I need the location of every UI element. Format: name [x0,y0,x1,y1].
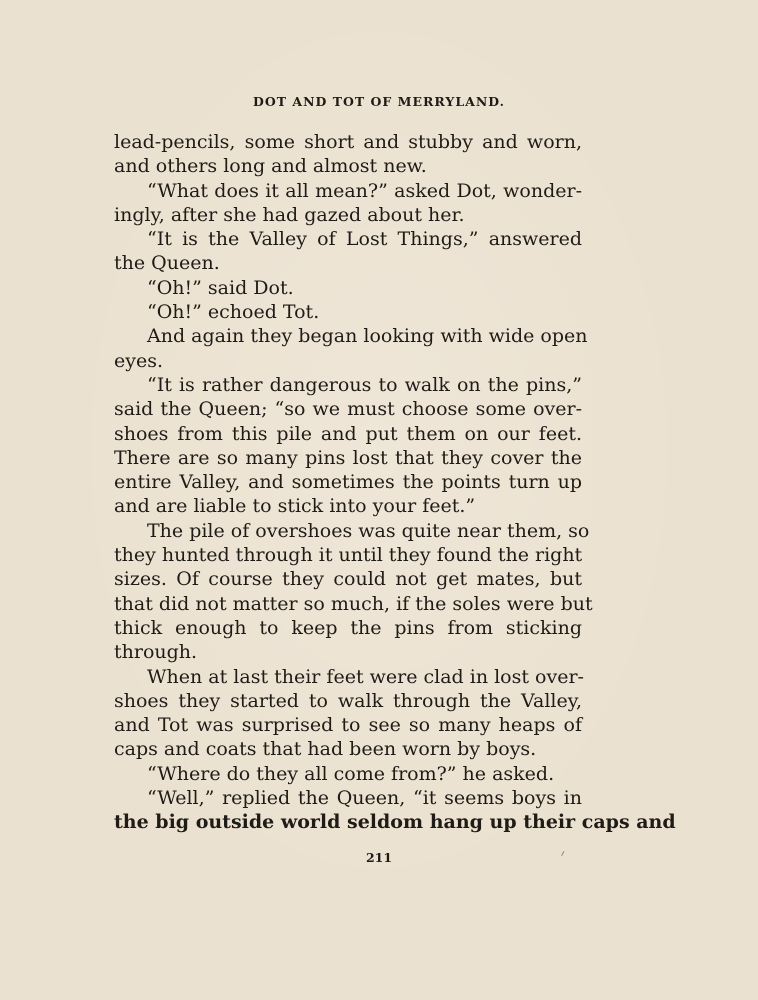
text-line: When at last their feet were clad in lost over- [147,665,584,688]
body-text [114,130,676,835]
text-line: “It is the Valley of Lost Things,” answered [147,228,582,251]
text-line: they hunted through it until they found the right [114,544,583,567]
text-line: and Tot was surprised to see so many heaps of [114,714,582,737]
text-line: and are liable to stick into your feet.” [114,495,476,518]
text-line: shoes from this pile and put them on our feet. [114,422,582,445]
text-line: ingly, after she had gazed about her. [114,203,465,226]
page-number: 211 [365,850,393,865]
text-line: “Oh!” said Dot. [147,276,294,299]
text-line: shoes they started to walk through the Valley, [114,689,582,712]
text-line: “What does it all mean?” asked Dot, wonder- [147,179,582,202]
text-line: There are so many pins lost that they cover the [114,446,582,469]
text-line: The pile of overshoes was quite near them, so [147,519,590,542]
text-line: thick enough to keep the pins from sticking [114,616,582,639]
text-line: “Where do they all come from?” he asked. [147,762,555,785]
text-line: sizes. Of course they could not get mates, but [114,568,582,591]
text-line: through. [114,641,198,664]
text-line: and others long and almost new. [114,155,427,178]
text-line: that did not matter so much, if the soles were but [114,592,593,615]
text-line: eyes. [114,349,164,372]
text-line: “Oh!” echoed Tot. [147,301,320,324]
text-line: “It is rather dangerous to walk on the pins,” [147,373,582,396]
text-line: lead-pencils, some short and stubby and worn, [114,131,582,153]
text-line: the Queen. [114,252,220,275]
text-line: the big outside world seldom hang up their caps and [114,811,676,834]
running-head: DOT AND TOT OF MERRYLAND. [253,94,505,109]
text-line: caps and coats that had been worn by boys. [114,738,537,761]
text-line: entire Valley, and sometimes the points turn up [114,471,582,494]
text-line: said the Queen; “so we must choose some over- [114,398,582,421]
text-line: And again they began looking with wide open [147,325,588,348]
text-line: “Well,” replied the Queen, “it seems boys in [147,787,582,810]
